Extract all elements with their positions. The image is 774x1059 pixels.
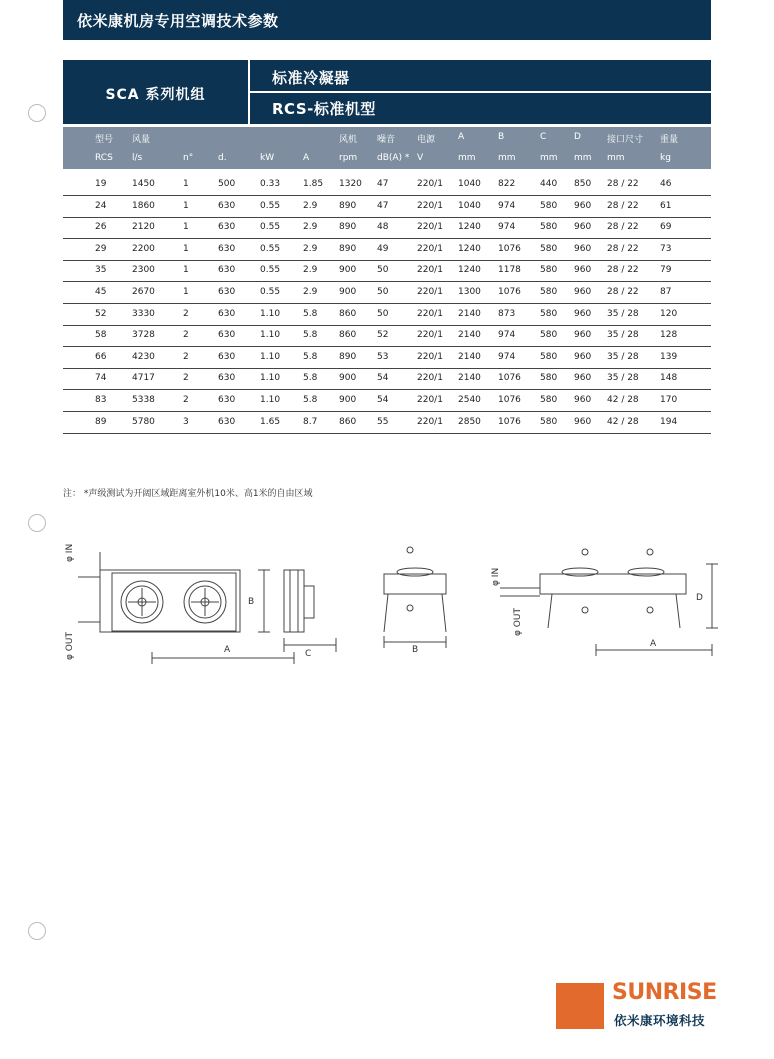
column-header-cell: D	[574, 132, 581, 142]
table-cell: 5338	[132, 395, 155, 405]
logo-chinese-name: 依米康环境科技	[614, 1013, 706, 1028]
logo-mark	[556, 983, 604, 1029]
table-cell: 45	[95, 287, 107, 297]
table-cell: 580	[540, 287, 558, 297]
table-row	[63, 260, 711, 282]
table-cell: 220/1	[417, 200, 443, 211]
table-cell: 1076	[498, 373, 521, 384]
table-cell: 960	[574, 287, 592, 297]
table-cell: 49	[377, 243, 389, 254]
table-cell: 220/1	[417, 308, 443, 319]
table-cell: 1	[183, 200, 189, 211]
table-cell: 1076	[498, 395, 521, 405]
table-cell: 1300	[458, 287, 481, 297]
table-cell: 630	[218, 330, 236, 341]
table-cell: 26	[95, 222, 107, 233]
table-row	[63, 347, 711, 369]
column-header-cell: 电源	[417, 135, 436, 145]
table-cell: 48	[377, 222, 389, 233]
table-cell: 55	[377, 416, 389, 427]
table-cell: 74	[95, 373, 107, 384]
table-cell: 8.7	[303, 416, 318, 427]
table-cell: 89	[95, 416, 107, 427]
table-cell: 0.55	[260, 222, 281, 233]
table-cell: 52	[377, 330, 389, 341]
table-cell: 1	[183, 179, 189, 189]
table-row	[63, 217, 711, 239]
table-cell: 960	[574, 243, 592, 254]
table-cell: 4230	[132, 351, 155, 362]
header-line-1	[250, 60, 711, 93]
table-row	[63, 412, 711, 434]
table-cell: 440	[540, 179, 558, 189]
header-line-1-text: 标准冷凝器	[272, 69, 350, 87]
column-unit-cell: mm	[498, 153, 516, 163]
table-cell: 1040	[458, 200, 481, 211]
dimension-drawings	[0, 540, 774, 680]
binder-hole	[28, 922, 46, 940]
table-cell: 35 / 28	[607, 308, 639, 319]
table-cell: 960	[574, 395, 592, 405]
table-cell: 54	[377, 373, 389, 384]
table-cell: 50	[377, 308, 389, 319]
table-cell: 0.55	[260, 287, 281, 297]
table-cell: 61	[660, 200, 672, 211]
dim-a-label: A	[224, 645, 231, 655]
table-cell: 128	[660, 330, 678, 341]
table-cell: 960	[574, 222, 592, 233]
dim-d-label: D	[696, 593, 703, 603]
table-cell: 1040	[458, 179, 481, 189]
table-cell: 50	[377, 265, 389, 276]
binder-hole	[28, 514, 46, 532]
table-row	[63, 368, 711, 390]
table-cell: 220/1	[417, 395, 443, 405]
column-header-cell: C	[540, 132, 547, 142]
pipe-in-label-2: φ IN	[491, 567, 501, 586]
table-cell: 83	[95, 395, 107, 405]
table-cell: 170	[660, 395, 678, 405]
table-cell: 4717	[132, 373, 155, 384]
table-cell: 630	[218, 395, 236, 405]
table-cell: 960	[574, 200, 592, 211]
table-cell: 974	[498, 200, 516, 211]
table-cell: 0.55	[260, 243, 281, 254]
column-unit-cell: V	[417, 153, 424, 163]
table-cell: 220/1	[417, 330, 443, 341]
column-header-cell: 接口尺寸	[607, 135, 644, 145]
table-cell: 860	[339, 308, 357, 319]
table-cell: 29	[95, 243, 107, 254]
table-cell: 1.10	[260, 351, 281, 362]
table-cell: 35 / 28	[607, 330, 639, 341]
table-cell: 220/1	[417, 373, 443, 384]
table-cell: 220/1	[417, 351, 443, 362]
column-unit-cell: mm	[458, 153, 476, 163]
table-cell: 2	[183, 351, 189, 362]
table-cell: 1.10	[260, 373, 281, 384]
table-cell: 900	[339, 265, 357, 276]
table-cell: 974	[498, 222, 516, 233]
title-bar	[63, 0, 711, 40]
table-cell: 580	[540, 416, 558, 427]
binder-hole	[28, 104, 46, 122]
table-cell: 630	[218, 265, 236, 276]
table-cell: 630	[218, 351, 236, 362]
table-cell: 5.8	[303, 351, 318, 362]
table-cell: 860	[339, 330, 357, 341]
table-cell: 1240	[458, 265, 481, 276]
table-cell: 630	[218, 308, 236, 319]
table-row	[63, 390, 711, 412]
table-cell: 2140	[458, 308, 481, 319]
table-cell: 79	[660, 265, 672, 276]
table-cell: 0.55	[260, 265, 281, 276]
table-cell: 630	[218, 416, 236, 427]
column-unit-cell: mm	[540, 153, 558, 163]
table-cell: 960	[574, 308, 592, 319]
table-cell: 822	[498, 179, 516, 189]
column-unit-cell: RCS	[95, 153, 113, 163]
table-cell: 1076	[498, 287, 521, 297]
table-cell: 2850	[458, 416, 481, 427]
table-cell: 1.10	[260, 330, 281, 341]
table-row	[63, 282, 711, 304]
pipe-out-label-2: φ OUT	[513, 608, 523, 636]
table-cell: 2	[183, 330, 189, 341]
table-cell: 2120	[132, 222, 155, 233]
table-cell: 148	[660, 373, 678, 384]
table-cell: 500	[218, 179, 236, 189]
table-cell: 580	[540, 200, 558, 211]
table-cell: 630	[218, 222, 236, 233]
table-cell: 3728	[132, 330, 155, 341]
table-cell: 974	[498, 351, 516, 362]
column-header-cell: 重量	[660, 135, 679, 145]
table-cell: 1.85	[303, 179, 324, 189]
table-cell: 28 / 22	[607, 222, 639, 233]
table-cell: 28 / 22	[607, 265, 639, 276]
table-cell: 2.9	[303, 200, 318, 211]
table-cell: 5780	[132, 416, 155, 427]
table-cell: 1240	[458, 222, 481, 233]
table-cell: 28 / 22	[607, 179, 639, 189]
table-cell: 2300	[132, 265, 155, 276]
column-unit-cell: mm	[607, 153, 625, 163]
table-cell: 580	[540, 308, 558, 319]
table-cell: 35	[95, 265, 107, 276]
table-cell: 1.10	[260, 308, 281, 319]
table-cell: 2.9	[303, 243, 318, 254]
column-header-units	[63, 148, 711, 169]
column-unit-cell: dB(A) *	[377, 153, 410, 163]
column-header-cell: 风量	[132, 135, 151, 145]
table-cell: 630	[218, 373, 236, 384]
table-cell: 24	[95, 200, 107, 211]
column-unit-cell: rpm	[339, 153, 358, 163]
table-cell: 900	[339, 395, 357, 405]
table-cell: 580	[540, 330, 558, 341]
table-cell: 2140	[458, 330, 481, 341]
table-cell: 54	[377, 395, 389, 405]
table-cell: 47	[377, 200, 389, 211]
pipe-out-label: φ OUT	[65, 632, 75, 660]
header-line-2-text: RCS-标准机型	[272, 100, 376, 118]
table-row	[63, 325, 711, 347]
column-unit-cell: mm	[574, 153, 592, 163]
header-line-2	[250, 93, 711, 124]
table-cell: 28 / 22	[607, 287, 639, 297]
table-cell: 2.9	[303, 265, 318, 276]
column-unit-cell: kW	[260, 153, 275, 163]
table-cell: 220/1	[417, 416, 443, 427]
table-cell: 1240	[458, 243, 481, 254]
table-cell: 580	[540, 243, 558, 254]
table-cell: 2140	[458, 373, 481, 384]
column-unit-cell: n°	[183, 153, 194, 163]
table-cell: 2	[183, 395, 189, 405]
page-title: 依米康机房专用空调技术参数	[77, 12, 279, 30]
table-cell: 35 / 28	[607, 351, 639, 362]
table-cell: 960	[574, 373, 592, 384]
table-cell: 1	[183, 287, 189, 297]
table-cell: 900	[339, 287, 357, 297]
table-row	[63, 174, 711, 196]
table-cell: 220/1	[417, 265, 443, 276]
footnote: 注： *声级测试为开阔区域距离室外机10米、高1米的自由区域	[63, 489, 313, 499]
column-header-cell: 风机	[339, 135, 358, 145]
dim-a2-label: A	[650, 639, 657, 649]
dim-b-label: B	[248, 597, 255, 607]
table-cell: 960	[574, 265, 592, 276]
dim-c-label: C	[305, 649, 312, 659]
table-cell: 139	[660, 351, 678, 362]
column-header-cell: B	[498, 132, 505, 142]
table-cell: 890	[339, 351, 357, 362]
table-cell: 2670	[132, 287, 155, 297]
column-unit-cell: kg	[660, 153, 671, 163]
table-cell: 47	[377, 179, 389, 189]
table-cell: 960	[574, 416, 592, 427]
table-cell: 580	[540, 265, 558, 276]
column-header-top	[63, 127, 711, 148]
table-cell: 974	[498, 330, 516, 341]
table-cell: 5.8	[303, 373, 318, 384]
table-cell: 2140	[458, 351, 481, 362]
table-row	[63, 304, 711, 326]
table-cell: 1	[183, 222, 189, 233]
table-cell: 46	[660, 179, 672, 189]
table-cell: 860	[339, 416, 357, 427]
table-cell: 2200	[132, 243, 155, 254]
dim-b2-label: B	[412, 645, 419, 655]
table-cell: 53	[377, 351, 389, 362]
table-cell: 0.55	[260, 200, 281, 211]
table-cell: 28 / 22	[607, 200, 639, 211]
table-cell: 1.10	[260, 395, 281, 405]
table-cell: 873	[498, 308, 516, 319]
column-header-cell: 型号	[95, 135, 114, 145]
table-cell: 2.9	[303, 222, 318, 233]
table-cell: 850	[574, 179, 592, 189]
table-cell: 1076	[498, 416, 521, 427]
table-cell: 35 / 28	[607, 373, 639, 384]
table-cell: 960	[574, 351, 592, 362]
table-cell: 580	[540, 222, 558, 233]
table-cell: 220/1	[417, 243, 443, 254]
table-cell: 42 / 28	[607, 416, 639, 427]
table-cell: 900	[339, 373, 357, 384]
table-cell: 52	[95, 308, 107, 319]
table-cell: 630	[218, 200, 236, 211]
table-cell: 580	[540, 351, 558, 362]
table-cell: 50	[377, 287, 389, 297]
table-cell: 1860	[132, 200, 155, 211]
column-unit-cell: A	[303, 153, 310, 163]
column-unit-cell: d.	[218, 153, 227, 163]
table-cell: 1.65	[260, 416, 281, 427]
table-cell: 2.9	[303, 287, 318, 297]
table-cell: 1	[183, 243, 189, 254]
table-cell: 3	[183, 416, 189, 427]
table-cell: 69	[660, 222, 672, 233]
table-cell: 5.8	[303, 308, 318, 319]
series-cell	[63, 60, 250, 124]
table-cell: 87	[660, 287, 672, 297]
table-cell: 73	[660, 243, 672, 254]
logo-name: SUNRISE	[612, 980, 717, 1005]
table-row	[63, 239, 711, 261]
table-cell: 28 / 22	[607, 243, 639, 254]
table-cell: 580	[540, 395, 558, 405]
column-header-cell: 噪音	[377, 135, 396, 145]
table-cell: 1450	[132, 179, 155, 189]
table-cell: 58	[95, 330, 107, 341]
table-cell: 3330	[132, 308, 155, 319]
column-header-cell: A	[458, 132, 465, 142]
series-label: SCA 系列机组	[105, 87, 206, 103]
table-cell: 220/1	[417, 179, 443, 189]
table-cell: 890	[339, 222, 357, 233]
table-cell: 1178	[498, 265, 521, 276]
table-cell: 630	[218, 243, 236, 254]
table-cell: 220/1	[417, 222, 443, 233]
table-cell: 2540	[458, 395, 481, 405]
table-cell: 890	[339, 200, 357, 211]
table-cell: 890	[339, 243, 357, 254]
pipe-in-label: φ IN	[65, 543, 75, 562]
table-cell: 19	[95, 179, 107, 189]
table-cell: 42 / 28	[607, 395, 639, 405]
table-cell: 1	[183, 265, 189, 276]
table-cell: 194	[660, 416, 678, 427]
table-row	[63, 196, 711, 218]
table-cell: 5.8	[303, 395, 318, 405]
table-cell: 2	[183, 308, 189, 319]
table-header-block	[63, 60, 711, 124]
table-cell: 0.33	[260, 179, 281, 189]
table-cell: 1320	[339, 179, 362, 189]
column-unit-cell: l/s	[132, 153, 143, 163]
table-cell: 1076	[498, 243, 521, 254]
table-cell: 630	[218, 287, 236, 297]
table-cell: 120	[660, 308, 678, 319]
table-cell: 220/1	[417, 287, 443, 297]
sunrise-logo	[556, 980, 717, 1032]
table-cell: 580	[540, 373, 558, 384]
table-cell: 960	[574, 330, 592, 341]
table-cell: 66	[95, 351, 107, 362]
table-cell: 5.8	[303, 330, 318, 341]
table-cell: 2	[183, 373, 189, 384]
